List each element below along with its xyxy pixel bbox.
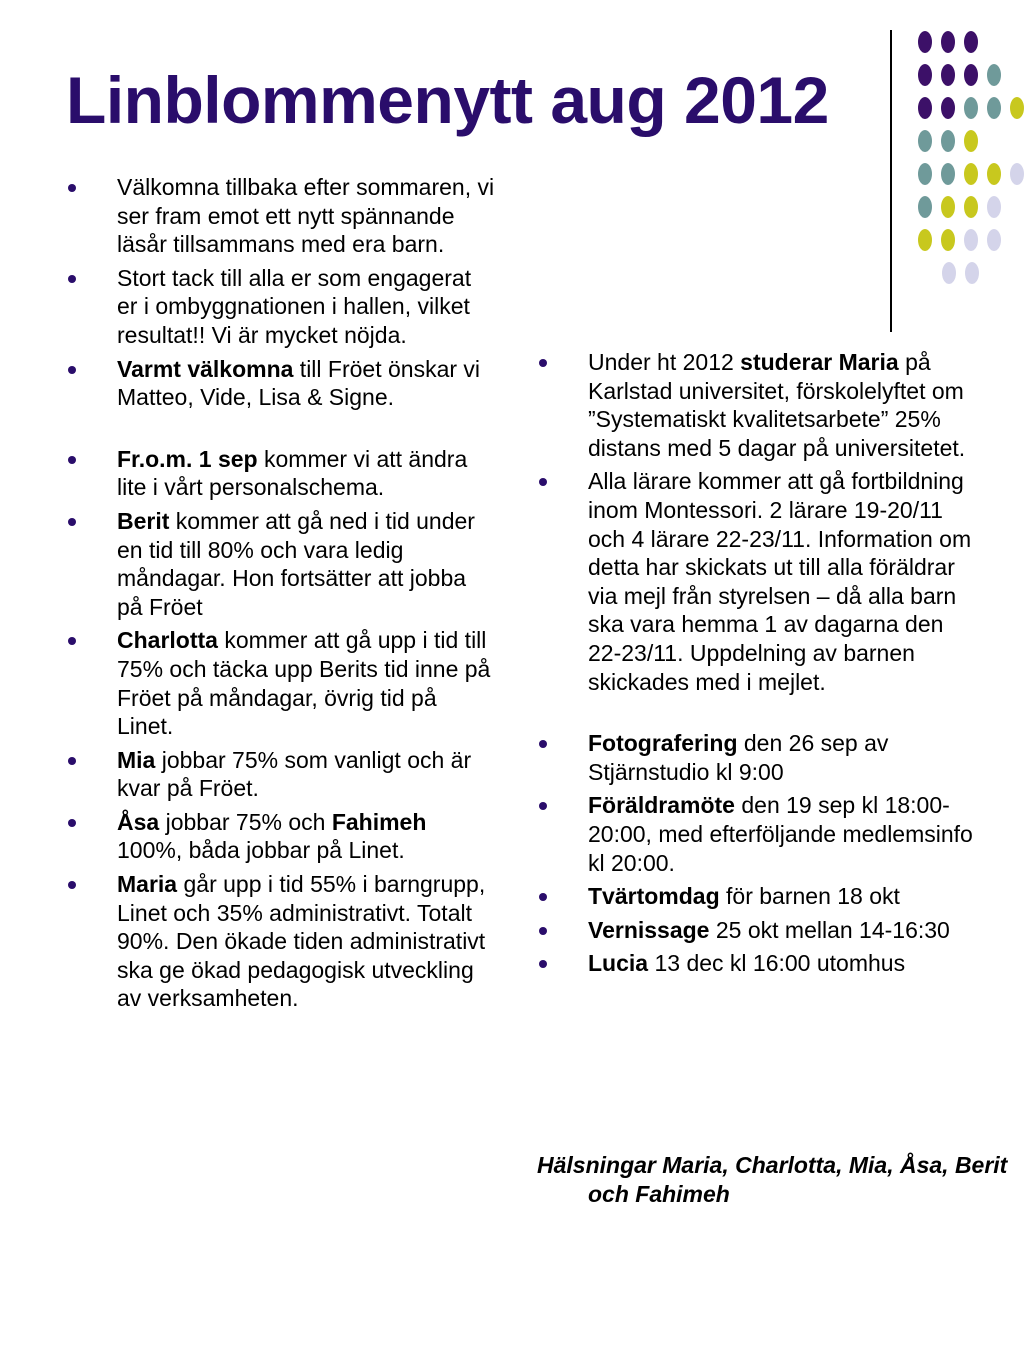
decorative-dot-teal [987, 64, 1001, 86]
decorative-dot-lavender [987, 229, 1001, 251]
item-text: för barnen 18 okt [719, 883, 900, 910]
list-item-thanks [66, 264, 496, 350]
decorative-dot-lime [964, 130, 978, 152]
item-text: kommer vi att ändra lite i vårt personalschema. [117, 445, 468, 501]
item-text: den 26 sep av Stjärnstudio kl 9:00 [588, 730, 889, 785]
item-text: kommer att gå upp i tid till 75% och täcka upp Berits tid inne på Fröet på måndagar, övrig tid på Linet. [117, 627, 491, 740]
item-bold: Berit [117, 507, 170, 534]
decorative-dot-lime [987, 163, 1001, 185]
decorative-dot-teal [918, 130, 932, 152]
decorative-dot-lavender [965, 262, 979, 284]
divider-line [890, 30, 892, 332]
decorative-dot-lime [941, 196, 955, 218]
list-item-maria [66, 870, 496, 1013]
item-text: till Fröet önskar vi Matteo, Vide, Lisa & Signe. [117, 355, 481, 411]
item-bold: Charlotta [117, 627, 218, 654]
decorative-dot-lavender [1010, 163, 1024, 185]
list-item-photography [537, 729, 977, 786]
item-bold: Tvärtomdag [588, 883, 720, 910]
decorative-dot-lime [941, 229, 955, 251]
item-text: Välkomna tillbaka efter sommaren, vi ser fram emot ett nytt spännande läsår tillsammans med era barn. [117, 174, 495, 258]
list-item-vernissage [537, 916, 977, 945]
decorative-dot-teal [918, 196, 932, 218]
item-text: 25 okt mellan 14-16:30 [709, 916, 950, 943]
list-item-welcome-back [66, 173, 496, 259]
item-bold: Föräldramöte [588, 792, 735, 819]
item-bold: Åsa [117, 808, 160, 835]
item-text-2: 100%, båda jobbar på Linet. [117, 837, 405, 864]
item-bold: Mia [117, 746, 156, 773]
item-bold: Maria [117, 871, 178, 898]
decorative-dot-lime [918, 229, 932, 251]
greeting-text: Hälsningar Maria, Charlotta, Mia, Åsa, Berit och Fahimeh [537, 1152, 1008, 1207]
decorative-dot-teal [941, 130, 955, 152]
decorative-dot-purple [941, 97, 955, 119]
decorative-dot-purple [964, 64, 978, 86]
list-item-opposite-day [537, 882, 977, 911]
decorative-dot-purple [918, 64, 932, 86]
list-item-asa-fahimeh [66, 808, 496, 865]
decorative-dot-purple [918, 31, 932, 53]
item-text: den 19 sep kl 18:00-20:00, med efterföljande medlemsinfo kl 20:00. [588, 792, 973, 876]
decorative-dot-teal [964, 97, 978, 119]
right-column-list [537, 348, 977, 983]
item-text: 13 dec kl 16:00 utomhus [648, 950, 906, 977]
decorative-dot-lavender [964, 229, 978, 251]
item-bold: Varmt välkomna [117, 355, 294, 382]
item-bold-2: Fahimeh [331, 808, 427, 835]
decorative-dot-teal [987, 97, 1001, 119]
decorative-dot-lime [964, 196, 978, 218]
item-text: kommer att gå ned i tid under en tid till 80% och vara ledig måndagar. Hon fortsätter att jobba på Fröet [117, 507, 475, 620]
decorative-dot-purple [964, 31, 978, 53]
list-item-lucia [537, 949, 977, 978]
decorative-dot-teal [941, 163, 955, 185]
item-bold: Fotografering [588, 730, 738, 757]
decorative-dot-lavender [942, 262, 956, 284]
item-text: går upp i tid 55% i barngrupp, Linet och 35% administrativt. Totalt 90%. Den ökade tiden administrativt ska ge ökad pedagogisk utveckling av verksamheten. [117, 871, 486, 1012]
item-text: Alla lärare kommer att gå fortbildning inom Montessori. 2 lärare 19-20/11 och 4 lärare 22-23/11. Information om detta har skickats ut till alla föräldrar via mejl från styrelsen – då alla barn ska vara hemma 1 av dagarna den 22-23/11. Uppdelning av barnen skickades med i mejlet. [588, 468, 972, 695]
item-text: jobbar 75% och [159, 808, 332, 835]
decorative-dot-lavender [987, 196, 1001, 218]
item-text-pre: Under ht 2012 [588, 349, 741, 375]
decorative-dot-lime [1010, 97, 1024, 119]
list-item-charlotta [66, 626, 496, 740]
list-item-parents-meeting [537, 791, 977, 877]
left-column-list [66, 173, 496, 1018]
decorative-dot-purple [941, 64, 955, 86]
decorative-dot-lime [964, 163, 978, 185]
list-item-schedule-change [66, 445, 496, 502]
decorative-dot-purple [918, 97, 932, 119]
list-item-new-children [66, 355, 496, 412]
item-bold: studerar Maria [740, 349, 899, 375]
item-text: Stort tack till alla er som engagerat er i ombyggnationen i hallen, vilket resultat!! Vi är mycket nöjda. [117, 264, 472, 348]
page-title: Linblommenytt aug 2012 [66, 63, 829, 137]
item-bold: Lucia [588, 950, 649, 977]
item-text: jobbar 75% som vanligt och är kvar på Fröet. [117, 746, 472, 802]
list-item-maria-studies [537, 348, 977, 462]
item-text: på Karlstad universitet, förskolelyftet om ”Systematiskt kvalitetsarbete” 25% distans med 5 dagar på universitetet. [588, 349, 966, 461]
list-item-berit [66, 507, 496, 621]
list-item-montessori-training [537, 467, 977, 696]
decorative-dot-purple [941, 31, 955, 53]
decorative-dot-teal [918, 163, 932, 185]
item-bold: Vernissage [588, 916, 710, 943]
list-item-mia [66, 746, 496, 803]
item-bold: Fr.o.m. 1 sep [117, 445, 258, 472]
